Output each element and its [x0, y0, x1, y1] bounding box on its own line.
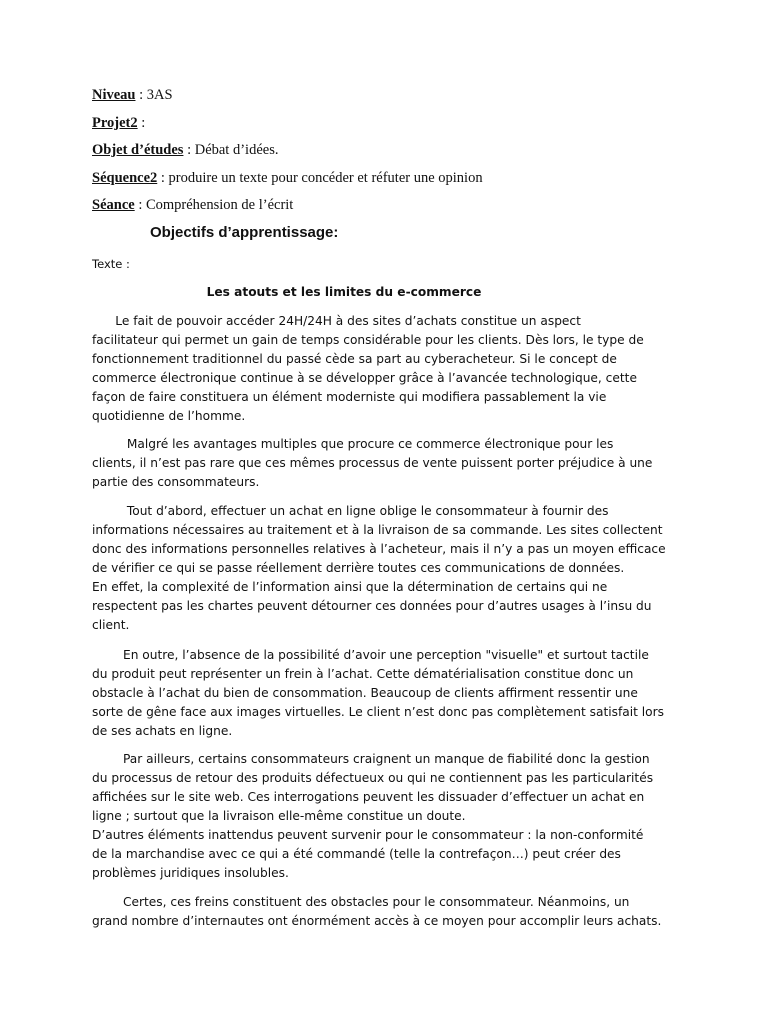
niveau-label: Niveau: [92, 87, 136, 103]
paragraph-line: affichées sur le site web. Ces interrogations peuvent les dissuader d’effectuer un achat en: [92, 790, 645, 804]
paragraph-1: [92, 312, 692, 426]
seance-line: [92, 196, 293, 214]
paragraph-line: grand nombre d’internautes ont énormément accès à ce moyen pour accomplir leurs achats.: [92, 914, 662, 928]
paragraph-line: du produit peut représenter un frein à l’achat. Cette dématérialisation constitue donc un: [92, 667, 634, 681]
paragraph-line: obstacle à l’achat du bien de consommation. Beaucoup de clients affirment ressentir une: [92, 686, 638, 700]
texte-label: Texte :: [92, 257, 130, 271]
paragraph-line: de ses achats en ligne.: [92, 724, 233, 738]
paragraph-line: D’autres éléments inattendus peuvent survenir pour le consommateur : la non-conformité: [92, 828, 644, 842]
paragraph-line: Tout d’abord, effectuer un achat en ligne oblige le consommateur à fournir des: [92, 504, 609, 518]
paragraph-line: quotidienne de l’homme.: [92, 409, 246, 423]
paragraph-line: Certes, ces freins constituent des obstacles pour le consommateur. Néanmoins, un: [92, 895, 630, 909]
paragraph-line: informations nécessaires au traitement et à la livraison de sa commande. Les sites collectent: [92, 523, 663, 537]
sequence-line: [92, 169, 483, 187]
paragraph-line: ligne ; surtout que la livraison elle-même constitue un doute.: [92, 809, 466, 823]
paragraph-line: de vérifier ce qui se passe réellement derrière toutes ces communications de données.: [92, 561, 625, 575]
paragraph-line: Malgré les avantages multiples que procure ce commerce électronique pour les: [92, 437, 614, 451]
paragraph-4: [92, 646, 692, 741]
paragraph-line: respectent pas les chartes peuvent détourner ces données pour d’autres usages à l’insu du: [92, 599, 652, 613]
paragraph-line: sorte de gêne face aux images virtuelles. Le client n’est donc pas complètement satisfait lors: [92, 705, 665, 719]
seance-value: : Compréhension de l’écrit: [134, 197, 294, 213]
projet-value: :: [137, 115, 146, 131]
paragraph-2: [92, 435, 692, 492]
objet-label: Objet d’études: [92, 142, 184, 158]
paragraph-line: façon de faire constituera un élément moderniste qui modifiera passablement la vie: [92, 390, 607, 404]
niveau-line: [92, 86, 173, 104]
paragraph-line: de la marchandise avec ce qui a été commandé (telle la contrefaçon…) peut créer des: [92, 847, 621, 861]
niveau-value: : 3AS: [135, 87, 173, 103]
sequence-value: : produire un texte pour concéder et réfuter une opinion: [157, 170, 483, 186]
paragraph-line: En effet, la complexité de l’information ainsi que la détermination de certains qui ne: [92, 580, 608, 594]
projet-label: Projet2: [92, 115, 138, 131]
paragraph-line: client.: [92, 618, 130, 632]
paragraph-line: fonctionnement traditionnel du passé cède sa part au cyberacheteur. Si le concept de: [92, 352, 617, 366]
sequence-label: Séquence2: [92, 170, 158, 186]
paragraph-line: partie des consommateurs.: [92, 475, 260, 489]
paragraph-6: [92, 893, 692, 931]
objet-value: : Débat d’idées.: [183, 142, 279, 158]
text-title: Les atouts et les limites du e-commerce: [206, 285, 482, 299]
paragraph-line: problèmes juridiques insolubles.: [92, 866, 289, 880]
paragraph-line: clients, il n’est pas rare que ces mêmes processus de vente puissent porter préjudice à une: [92, 456, 653, 470]
seance-label: Séance: [92, 197, 135, 213]
paragraph-line: commerce électronique continue à se développer grâce à l’avancée technologique, cette: [92, 371, 637, 385]
projet-line: [92, 114, 145, 132]
paragraph-line: Par ailleurs, certains consommateurs craignent un manque de fiabilité donc la gestion: [92, 752, 650, 766]
objet-line: [92, 141, 278, 159]
paragraph-line: Le fait de pouvoir accéder 24H/24H à des sites d’achats constitue un aspect: [92, 314, 581, 328]
objectifs-heading: Objectifs d’apprentissage:: [150, 224, 339, 241]
paragraph-line: facilitateur qui permet un gain de temps considérable pour les clients. Dès lors, le type de: [92, 333, 644, 347]
paragraph-line: En outre, l’absence de la possibilité d’avoir une perception "visuelle" et surtout tactile: [92, 648, 649, 662]
paragraph-line: donc des informations personnelles relatives à l’acheteur, mais il n’y a pas un moyen efficace: [92, 542, 666, 556]
paragraph-3: [92, 502, 692, 635]
paragraph-line: du processus de retour des produits défectueux ou qui ne contiennent pas les particularités: [92, 771, 654, 785]
paragraph-5: [92, 750, 692, 883]
